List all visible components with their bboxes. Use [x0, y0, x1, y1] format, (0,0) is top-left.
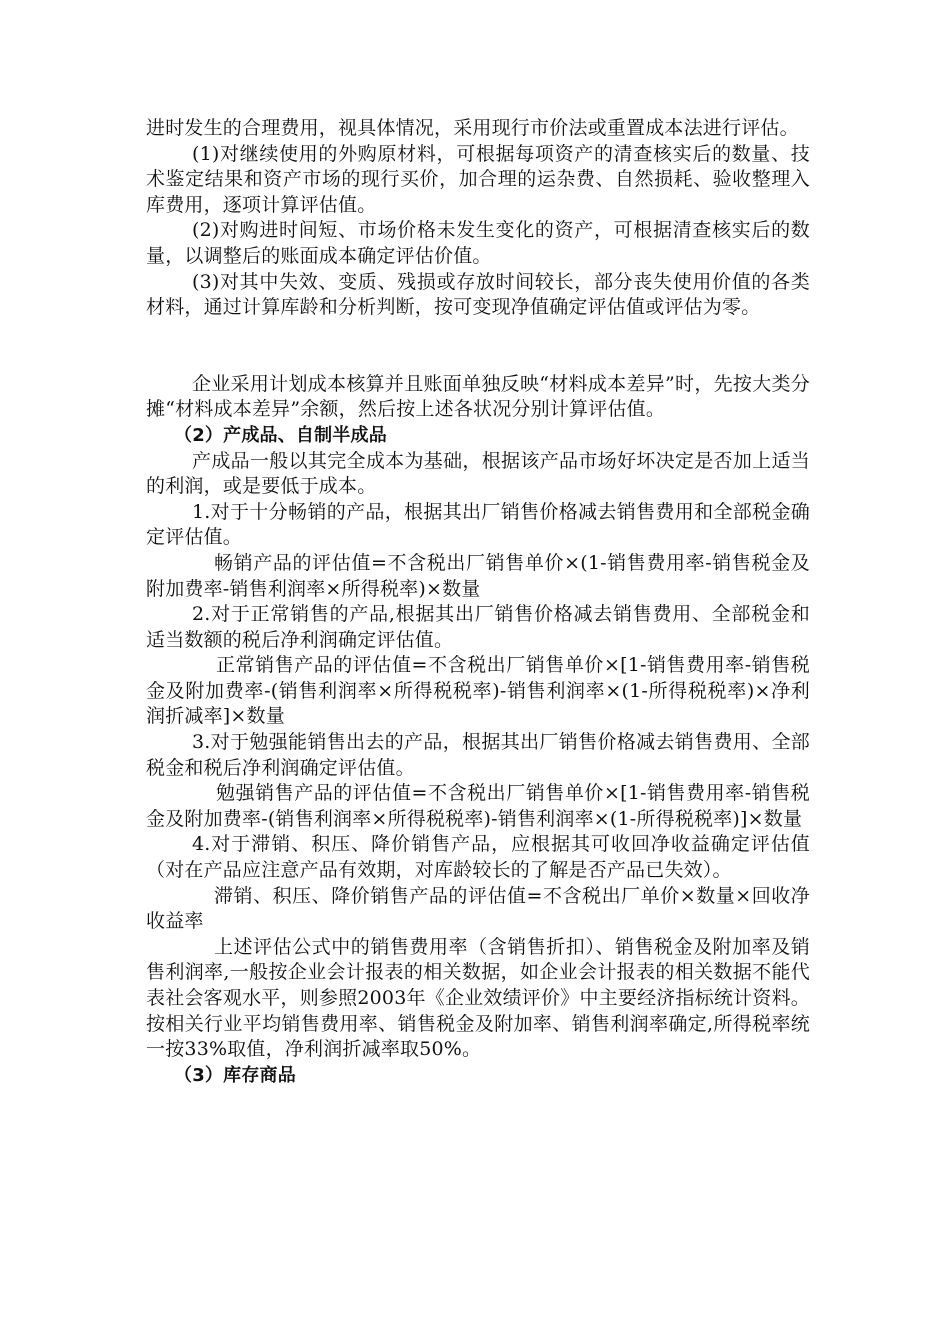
paragraph-case-2: 2.对于正常销售的产品,根据其出厂销售价格减去销售费用、全部税金和适当数额的税后净利润确定评估值。: [146, 603, 810, 651]
formula-case-4: 滞销、积压、降价销售产品的评估值=不含税出厂单价×数量×回收净收益率: [146, 884, 810, 933]
paragraph-rate-notes: 上述评估公式中的销售费用率（含销售折扣）、销售税金及附加率及销售利润率,一般按企业会计报表的相关数据，如企业会计报表的相关数据不能代表社会客观水平，则参照2003年《企业效绩评价》中主要经济指标统计资料。按相关行业平均销售费用率、销售税金及附加率、销售利润率确定,所得税率统一按33%取值，净利润折减率取50%。: [146, 935, 810, 1061]
formula-case-1: 畅销产品的评估值=不含税出厂销售单价×(1-销售费用率-销售税金及附加费率-销售利润率×所得税率)×数量: [146, 551, 810, 600]
document-page: [146, 116, 810, 1088]
paragraph-item-3-invalid-materials: (3)对其中失效、变质、残损或存放时间较长，部分丧失使用价值的各类材料，通过计算库龄和分析判断，按可变现净值确定评估值或评估为零。: [146, 270, 810, 319]
paragraph-valuation-method: 进时发生的合理费用，视具体情况，采用现行市价法或重置成本法进行评估。: [146, 117, 799, 139]
paragraph-finished-products-intro: 产成品一般以其完全成本为基础，根据该产品市场好坏决定是否加上适当的利润，或是要低于成本。: [146, 449, 810, 498]
formula-case-2: 正常销售产品的评估值=不含税出厂销售单价×[1-销售费用率-销售税金及附加费率-(销售利润率×所得税税率)-销售利润率×(1-所得税税率)×净利润折减率]×数量: [146, 654, 810, 728]
paragraph-case-1: 1.对于十分畅销的产品，根据其出厂销售价格减去销售费用和全部税金确定评估值。: [146, 500, 810, 549]
blank-gap: [146, 321, 810, 372]
paragraph-item-2-recent-assets: (2)对购进时间短、市场价格未发生变化的资产，可根据清查核实后的数量，以调整后的账面成本确定评估价值。: [146, 219, 810, 267]
section-heading-inventory-goods: （3）库存商品: [174, 1064, 296, 1086]
paragraph-plan-cost: 企业采用计划成本核算并且账面单独反映“材料成本差异”时，先按大类分摊“材料成本差异”余额，然后按上述各状况分别计算评估值。: [146, 372, 810, 421]
paragraph-case-4: 4.对于滞销、积压、降价销售产品，应根据其可收回净收益确定评估值（对在产品应注意产品有效期，对库龄较长的了解是否产品已失效）。: [146, 833, 810, 882]
formula-case-3: 勉强销售产品的评估值=不含税出厂销售单价×[1-销售费用率-销售税金及附加费率-(销售利润率×所得税税率)-销售利润率×(1-所得税税率)]×数量: [146, 782, 810, 830]
paragraph-item-1-raw-materials: (1)对继续使用的外购原材料，可根据每项资产的清查核实后的数量、技术鉴定结果和资产市场的现行买价，加合理的运杂费、自然损耗、验收整理入库费用，逐项计算评估值。: [146, 142, 810, 216]
paragraph-case-3: 3.对于勉强能销售出去的产品，根据其出厂销售价格减去销售费用、全部税金和税后净利润确定评估值。: [146, 731, 810, 779]
section-heading-finished-products: （2）产成品、自制半成品: [174, 424, 387, 446]
